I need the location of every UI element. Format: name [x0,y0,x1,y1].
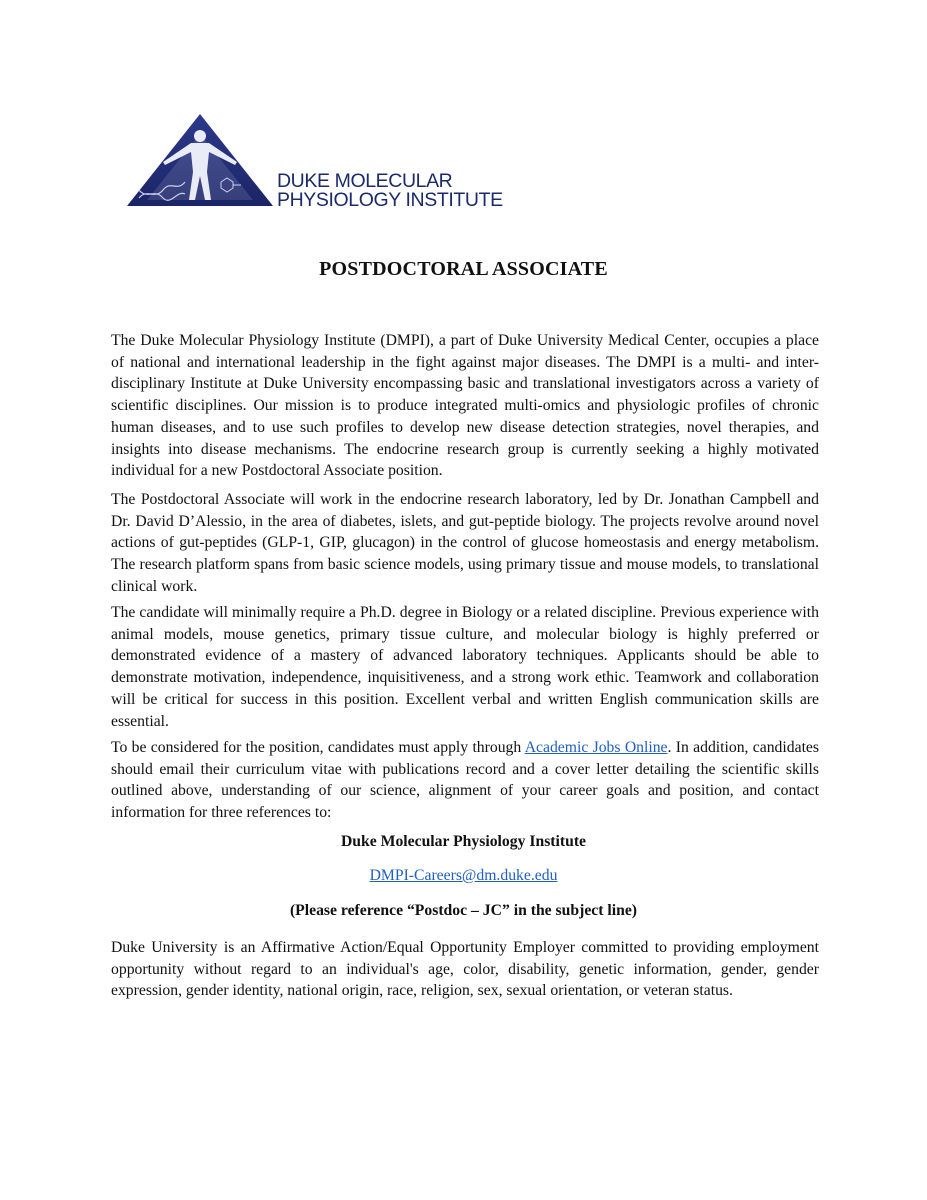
paragraph-intro: The Duke Molecular Physiology Institute (DMPI), a part of Duke University Medical Center, occupies a place of national and international leadership in the fight against major diseases. The DMPI is a multi- and inter-disciplinary Institute at Duke University encompassing basic and translational investigators across a variety of scientific disciplines. Our mission is to produce integrated multi-omics and physiologic profiles of chronic human diseases, and to use such profiles to develop new disease detection strategies, novel therapies, and insights into disease mechanisms. The endocrine research group is currently seeking a highly motivated individual for a new Postdoctoral Associate position. [111,332,819,480]
triangle-figure-icon [125,112,275,208]
dmpi-logo [125,112,503,211]
application-text-before: To be considered for the position, candidates must apply through [111,739,525,756]
logo-wordmark [277,172,503,210]
academic-jobs-online-link[interactable]: Academic Jobs Online [524,739,668,756]
contact-email-line [0,865,927,886]
paragraph-role: The Postdoctoral Associate will work in the endocrine research laboratory, led by Dr. Jonathan Campbell and Dr. David D’Alessio, in the area of diabetes, islets, and gut-peptide biology. The projects revolve around novel actions of gut-peptides (GLP-1, GIP, glucagon) in the control of glucose homeostasis and energy metabolism. The research platform spans from basic science models, using primary tissue and mouse models, to translational clinical work. [111,491,819,595]
careers-email-link[interactable]: DMPI-Careers@dm.duke.edu [369,867,558,884]
contact-organization: Duke Molecular Physiology Institute [340,833,587,850]
logo-line2: PHYSIOLOGY INSTITUTE [277,189,503,211]
paragraph-eeo-statement: Duke University is an Affirmative Action/Equal Opportunity Employer committed to providing employment opportunity without regard to an individual's age, color, disability, genetic information, gender, gender expression, gender identity, national origin, race, religion, sex, sexual orientation, or veteran status. [111,939,819,1000]
page-title: POSTDOCTORAL ASSOCIATE [319,258,608,280]
paragraph-application [111,737,819,824]
logo-line1: DUKE MOLECULAR [277,170,453,192]
application-text-after: . In addition, candidates should email their curriculum vitae with publications record and a cover letter detailing the scientific skills outlined above, understanding of our science, alignment of your career goals and position, and contact information for three references to: [111,739,819,822]
paragraph-requirements: The candidate will minimally require a Ph.D. degree in Biology or a related discipline. Previous experience with animal models, mouse genetics, primary tissue culture, and molecular biology is highly preferred or demonstrated evidence of a mastery of advanced laboratory techniques. Applicants should be able to demonstrate motivation, independence, inquisitiveness, and a strong work ethic. Teamwork and collaboration will be critical for success in this position. Excellent verbal and written English communication skills are essential. [111,604,819,730]
subject-line-note: (Please reference “Postdoc – JC” in the subject line) [289,902,638,919]
